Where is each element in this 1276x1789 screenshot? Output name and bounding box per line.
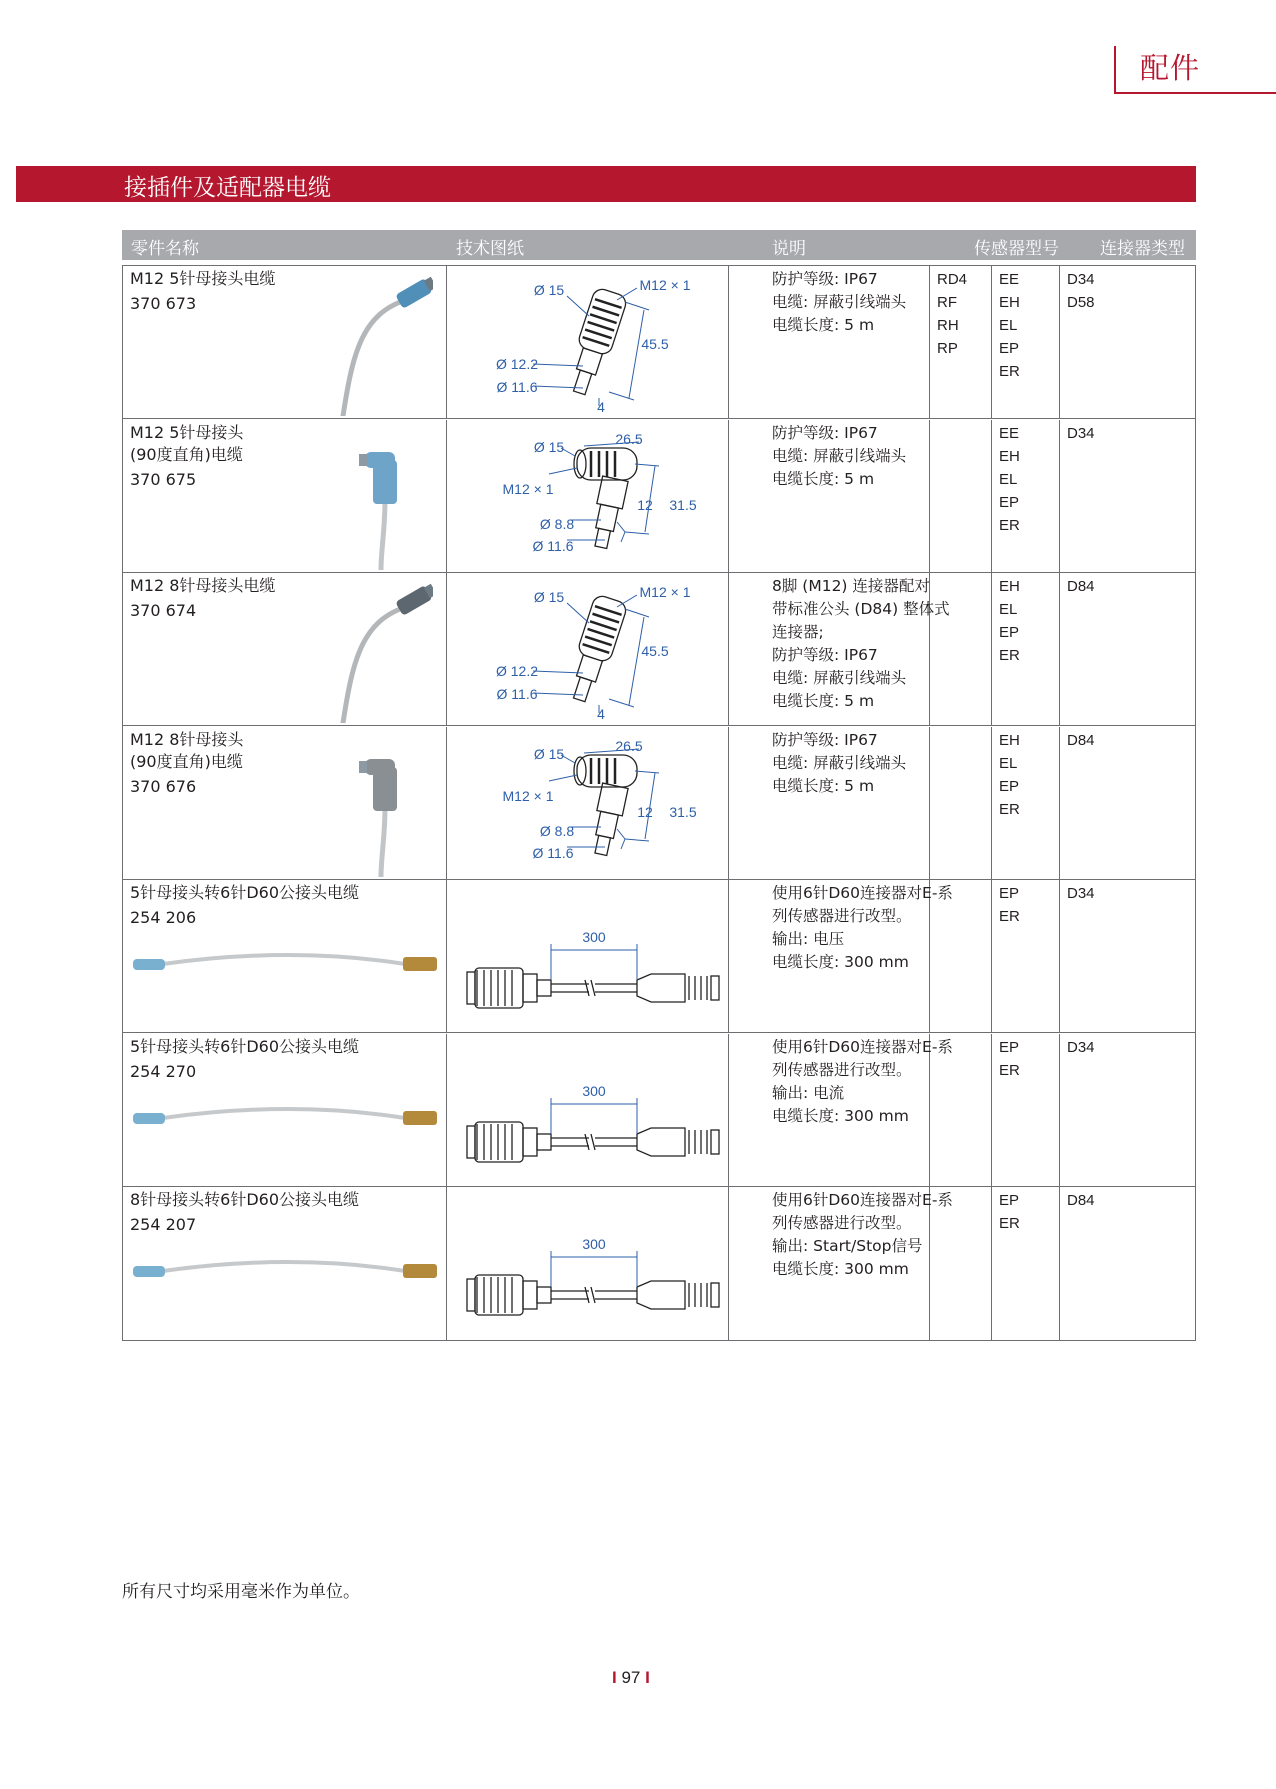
sensor-model: EE xyxy=(999,424,1020,442)
dim-label: Ø 12.2 xyxy=(495,356,539,372)
column-divider xyxy=(991,1034,992,1186)
connector-type-cell xyxy=(1067,882,1095,905)
technical-drawing xyxy=(449,1191,724,1341)
description-line: 使用6针D60连接器对E-系 xyxy=(772,1037,953,1056)
technical-drawing xyxy=(449,1038,724,1188)
dim-label: 12 xyxy=(637,803,653,820)
sensor-model: EE xyxy=(999,271,1020,288)
section-tab-label: 配件 xyxy=(1140,51,1201,85)
connector-type-cell xyxy=(1067,1036,1095,1059)
column-divider xyxy=(728,266,729,418)
sensor-model: ER xyxy=(999,516,1020,534)
sensor-model: EL xyxy=(999,601,1018,618)
sensor-model: RH xyxy=(937,317,959,334)
description-line: 输出: 电压 xyxy=(772,930,845,948)
column-divider xyxy=(991,727,992,879)
column-divider xyxy=(446,727,447,879)
dim-label: 12 xyxy=(637,496,653,513)
sensor-model: EH xyxy=(999,578,1020,595)
column-divider xyxy=(728,420,729,572)
column-divider xyxy=(446,1187,447,1340)
description-line: 电缆长度: 300 mm xyxy=(772,1106,909,1125)
connector-type: D58 xyxy=(1067,294,1095,311)
column-divider xyxy=(446,1034,447,1186)
dim-label: 300 xyxy=(582,929,606,945)
product-photo xyxy=(351,430,431,570)
column-divider xyxy=(1059,1034,1060,1186)
dim-label: Ø 12.2 xyxy=(495,663,539,679)
description-cell xyxy=(772,575,967,713)
sensor-model-cell-b xyxy=(999,1036,1020,1082)
technical-drawing xyxy=(449,731,724,881)
technical-drawing xyxy=(449,424,724,574)
sensor-model: EL xyxy=(999,470,1018,488)
sensor-model: RF xyxy=(937,294,957,311)
sensor-model: ER xyxy=(999,647,1020,664)
description-line: 8脚 (M12) 连接器配对 xyxy=(772,577,930,595)
dim-label: 31.5 xyxy=(669,496,697,513)
table-row xyxy=(123,420,1195,573)
dim-label: 31.5 xyxy=(669,803,697,820)
connector-type-cell xyxy=(1067,575,1095,598)
description-cell xyxy=(772,1189,967,1281)
sensor-model: EP xyxy=(999,493,1020,511)
section-tab xyxy=(1114,46,1276,94)
sensor-model: ER xyxy=(999,1215,1020,1232)
product-photo xyxy=(129,950,439,980)
column-divider xyxy=(446,420,447,572)
connector-type-cell xyxy=(1067,422,1095,445)
page-number: I 97 I xyxy=(612,1668,650,1687)
description-cell xyxy=(772,1036,967,1128)
description-line: 连接器; xyxy=(772,623,824,641)
connector-type-cell xyxy=(1067,1189,1095,1212)
description-line: 使用6针D60连接器对E-系 xyxy=(772,884,953,902)
description-line: 电缆: 屏蔽引线端头 xyxy=(772,669,907,687)
description-line: 电缆长度: 5 m xyxy=(772,692,875,710)
column-divider xyxy=(728,1187,729,1340)
description-line: 电缆长度: 300 mm xyxy=(772,953,909,971)
description-cell xyxy=(772,882,967,974)
part-name-line: 254 207 xyxy=(130,1215,197,1234)
dim-label: Ø 11.6 xyxy=(532,537,574,554)
description-line: 防护等级: IP67 xyxy=(772,730,878,749)
dim-label: 300 xyxy=(582,1236,606,1252)
dim-label: 4 xyxy=(597,706,605,722)
part-name-line: 5针母接头转6针D60公接头电缆 xyxy=(130,1036,360,1056)
dim-label: 4 xyxy=(597,399,605,415)
sensor-model: ER xyxy=(999,363,1020,380)
part-name-line: M12 8针母接头电缆 xyxy=(130,576,276,595)
description-line: 列传感器进行改型。 xyxy=(772,1060,912,1079)
sensor-model: EH xyxy=(999,731,1020,749)
dim-label: 300 xyxy=(582,1082,606,1099)
table-row xyxy=(123,1187,1195,1340)
section-title-band xyxy=(16,166,1196,202)
description-cell xyxy=(772,729,967,798)
description-line: 使用6针D60连接器对E-系 xyxy=(772,1191,953,1209)
description-cell xyxy=(772,422,967,491)
part-name-line: 370 673 xyxy=(130,294,197,313)
part-name-line: 5针母接头转6针D60公接头电缆 xyxy=(130,883,360,902)
column-divider xyxy=(728,727,729,879)
part-name-line: M12 8针母接头 xyxy=(130,729,244,749)
sensor-model: EL xyxy=(999,317,1018,334)
technical-drawing xyxy=(449,577,724,727)
description-line: 电缆长度: 300 mm xyxy=(772,1260,909,1278)
part-name-line: 254 206 xyxy=(130,908,197,927)
dim-label: Ø 11.6 xyxy=(532,844,574,861)
sensor-model: RD4 xyxy=(937,271,968,288)
dim-label: Ø 11.6 xyxy=(496,686,538,702)
sensor-model: EH xyxy=(999,447,1020,465)
column-divider xyxy=(1059,880,1060,1032)
col-header-connector-type: 连接器类型 xyxy=(1100,239,1185,259)
column-divider xyxy=(1059,420,1060,572)
table-row xyxy=(123,266,1195,419)
page-number-value: 97 xyxy=(621,1668,641,1687)
product-photo xyxy=(129,1257,439,1287)
connector-type: D84 xyxy=(1067,731,1095,749)
sensor-model: EH xyxy=(999,294,1020,311)
dim-label: 45.5 xyxy=(641,336,669,352)
table-row xyxy=(123,727,1195,880)
col-header-description: 说明 xyxy=(772,239,806,259)
product-photo xyxy=(313,577,433,723)
footnote: 所有尺寸均采用毫米作为单位。 xyxy=(122,1582,360,1602)
part-name-cell xyxy=(130,1189,440,1236)
part-name-line: M12 5针母接头电缆 xyxy=(130,269,276,288)
dim-label: 45.5 xyxy=(641,643,669,659)
part-name-line: (90度直角)电缆 xyxy=(130,751,243,771)
accessory-table xyxy=(122,265,1196,1341)
product-photo xyxy=(351,737,431,877)
description-line: 防护等级: IP67 xyxy=(772,646,878,664)
sensor-model: EP xyxy=(999,624,1020,641)
column-divider xyxy=(728,573,729,725)
description-line: 电缆: 屏蔽引线端头 xyxy=(772,446,907,465)
column-divider xyxy=(728,880,729,1032)
sensor-model: EP xyxy=(999,885,1020,902)
dim-label: Ø 8.8 xyxy=(539,822,575,839)
part-name-line: (90度直角)电缆 xyxy=(130,444,243,464)
connector-type: D34 xyxy=(1067,885,1095,902)
column-divider xyxy=(991,266,992,418)
part-name-line: 370 676 xyxy=(130,776,197,796)
sensor-model-cell-b xyxy=(999,422,1020,537)
dim-label: M12 × 1 xyxy=(639,277,691,293)
sensor-model: EP xyxy=(999,340,1020,357)
product-photo xyxy=(313,270,433,416)
column-divider xyxy=(728,1034,729,1186)
part-name-line: 8针母接头转6针D60公接头电缆 xyxy=(130,1190,360,1209)
column-divider xyxy=(446,573,447,725)
technical-drawing xyxy=(449,884,724,1034)
part-name-line: 254 270 xyxy=(130,1061,197,1081)
sensor-model: ER xyxy=(999,800,1020,818)
description-line: 输出: Start/Stop信号 xyxy=(772,1237,923,1255)
column-divider xyxy=(446,266,447,418)
column-divider xyxy=(991,1187,992,1340)
description-line: 带标准公头 (D84) 整体式 xyxy=(772,600,950,618)
column-divider xyxy=(1059,266,1060,418)
sensor-model-cell-b xyxy=(999,268,1020,383)
column-divider xyxy=(446,880,447,1032)
dim-label: Ø 15 xyxy=(533,589,565,605)
dim-label: 26.5 xyxy=(615,430,643,447)
column-divider xyxy=(991,880,992,1032)
connector-type: D84 xyxy=(1067,1192,1095,1209)
sensor-model: ER xyxy=(999,1061,1020,1079)
description-line: 电缆: 屏蔽引线端头 xyxy=(772,293,907,311)
connector-type: D34 xyxy=(1067,1038,1095,1056)
connector-type: D34 xyxy=(1067,424,1095,442)
connector-type-cell xyxy=(1067,268,1095,314)
description-line: 电缆: 屏蔽引线端头 xyxy=(772,753,907,772)
part-name-line: 370 675 xyxy=(130,469,197,489)
table-row xyxy=(123,1034,1195,1187)
sensor-model-cell-b xyxy=(999,729,1020,821)
sensor-model-cell-a xyxy=(937,268,967,360)
description-line: 列传感器进行改型。 xyxy=(772,1214,912,1232)
table-row xyxy=(123,880,1195,1033)
part-name-line: 370 674 xyxy=(130,601,197,620)
dim-label: Ø 15 xyxy=(533,438,565,455)
part-name-cell xyxy=(130,1036,440,1083)
connector-type: D84 xyxy=(1067,578,1095,595)
sensor-model: RP xyxy=(937,340,958,357)
connector-type-cell xyxy=(1067,729,1095,752)
connector-type: D34 xyxy=(1067,271,1095,288)
section-title: 接插件及适配器电缆 xyxy=(124,175,331,201)
col-header-part-name: 零件名称 xyxy=(131,239,199,259)
column-divider xyxy=(991,573,992,725)
part-name-cell xyxy=(130,882,440,929)
description-line: 电缆长度: 5 m xyxy=(772,469,875,488)
col-header-sensor-model: 传感器型号 xyxy=(974,239,1059,259)
column-divider xyxy=(991,420,992,572)
description-line: 防护等级: IP67 xyxy=(772,423,878,442)
dim-label: Ø 15 xyxy=(533,282,565,298)
description-line: 输出: 电流 xyxy=(772,1083,845,1102)
sensor-model: EP xyxy=(999,777,1020,795)
dim-label: M12 × 1 xyxy=(502,480,554,497)
column-divider xyxy=(1059,1187,1060,1340)
dim-label: Ø 8.8 xyxy=(539,515,575,532)
column-divider xyxy=(1059,727,1060,879)
dim-label: M12 × 1 xyxy=(502,787,554,804)
product-photo xyxy=(129,1104,439,1134)
column-divider xyxy=(1059,573,1060,725)
description-line: 电缆长度: 5 m xyxy=(772,316,875,334)
sensor-model-cell-b xyxy=(999,1189,1020,1235)
col-header-drawing: 技术图纸 xyxy=(456,239,524,259)
sensor-model: EP xyxy=(999,1038,1020,1056)
technical-drawing xyxy=(449,270,724,420)
dim-label: M12 × 1 xyxy=(639,584,691,600)
table-row xyxy=(123,573,1195,726)
table-header xyxy=(122,230,1196,260)
sensor-model-cell-b xyxy=(999,575,1020,667)
sensor-model: ER xyxy=(999,908,1020,925)
description-line: 列传感器进行改型。 xyxy=(772,907,912,925)
sensor-model-cell-b xyxy=(999,882,1020,928)
dim-label: Ø 15 xyxy=(533,745,565,762)
description-line: 防护等级: IP67 xyxy=(772,270,878,288)
sensor-model: EL xyxy=(999,754,1018,772)
dim-label: Ø 11.6 xyxy=(496,379,538,395)
sensor-model: EP xyxy=(999,1192,1020,1209)
part-name-line: M12 5针母接头 xyxy=(130,422,244,442)
dim-label: 26.5 xyxy=(615,737,643,754)
description-line: 电缆长度: 5 m xyxy=(772,776,875,795)
